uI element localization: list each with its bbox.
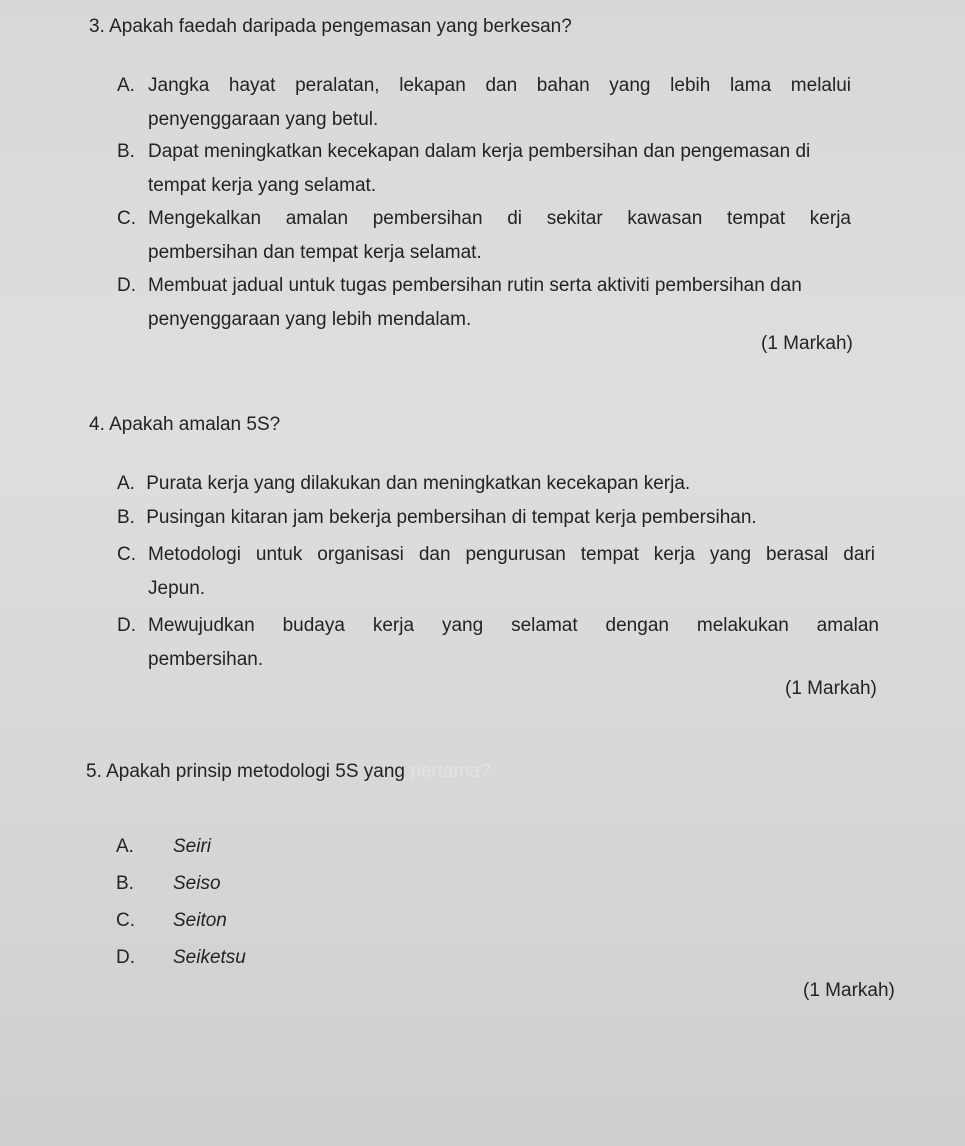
option-letter: B. <box>117 141 135 162</box>
question-5-option-d[interactable] <box>116 947 246 969</box>
option-letter: B. <box>117 507 135 528</box>
option-text-line2: pembersihan dan tempat kerja selamat. <box>148 242 482 263</box>
option-letter: D. <box>117 275 136 296</box>
question-3-option-b[interactable] <box>117 135 851 203</box>
question-5-title-main: 5. Apakah prinsip metodologi 5S yang <box>86 761 405 782</box>
option-text: Seiri <box>173 836 212 857</box>
question-5-option-a[interactable] <box>116 836 211 858</box>
option-text-line1: Metodologi untuk organisasi dan pengurusan tempat kerja yang berasal dari <box>148 544 875 565</box>
question-5-title <box>86 761 491 783</box>
option-text-line2: Jepun. <box>148 578 206 599</box>
option-text: Pusingan kitaran jam bekerja pembersihan di tempat kerja pembersihan. <box>146 507 757 528</box>
question-5-title-faded: pertama? <box>410 761 491 782</box>
option-letter: D. <box>116 947 135 968</box>
option-text: Seiso <box>173 873 221 894</box>
option-text-line2: pembersihan. <box>148 649 264 670</box>
option-text-line2: penyenggaraan yang lebih mendalam. <box>148 309 472 330</box>
option-text-line2: tempat kerja yang selamat. <box>148 175 377 196</box>
option-letter: A. <box>116 836 134 857</box>
question-4-title: 4. Apakah amalan 5S? <box>89 414 281 435</box>
question-3-option-a[interactable] <box>117 69 851 137</box>
option-text-line2: penyenggaraan yang betul. <box>148 109 379 130</box>
option-letter: A. <box>117 473 135 494</box>
option-text: Purata kerja yang dilakukan dan meningkatkan kecekapan kerja. <box>146 473 691 494</box>
question-4-option-c[interactable] <box>117 538 875 606</box>
question-5-option-b[interactable] <box>116 873 221 895</box>
option-text-line1: Jangka hayat peralatan, lekapan dan bahan yang lebih lama melalui <box>148 75 851 96</box>
option-letter: C. <box>117 544 136 565</box>
question-3-option-d[interactable] <box>117 269 857 337</box>
option-text: Seiketsu <box>173 947 246 968</box>
option-letter: A. <box>117 75 135 96</box>
option-text-line1: Dapat meningkatkan kecekapan dalam kerja pembersihan dan pengemasan di <box>148 141 811 162</box>
option-letter: D. <box>117 615 136 636</box>
option-letter: C. <box>116 910 135 931</box>
question-3-title: 3. Apakah faedah daripada pengemasan yang berkesan? <box>89 16 572 37</box>
question-4-option-d[interactable] <box>117 609 879 677</box>
question-4-option-b[interactable] <box>117 507 757 529</box>
question-4-option-a[interactable] <box>117 473 690 495</box>
option-text-line1: Mengekalkan amalan pembersihan di sekitar kawasan tempat kerja <box>148 208 851 229</box>
option-text: Seiton <box>173 910 227 931</box>
question-3-option-c[interactable] <box>117 202 851 270</box>
question-5-option-c[interactable] <box>116 910 227 932</box>
question-4-marks: (1 Markah) <box>785 678 877 699</box>
option-text-line1: Membuat jadual untuk tugas pembersihan rutin serta aktiviti pembersihan dan <box>148 275 802 296</box>
option-letter: C. <box>117 208 136 229</box>
option-letter: B. <box>116 873 134 894</box>
option-text-line1: Mewujudkan budaya kerja yang selamat dengan melakukan amalan <box>148 615 879 636</box>
question-5-marks: (1 Markah) <box>803 980 895 1001</box>
question-3-marks: (1 Markah) <box>761 333 853 354</box>
